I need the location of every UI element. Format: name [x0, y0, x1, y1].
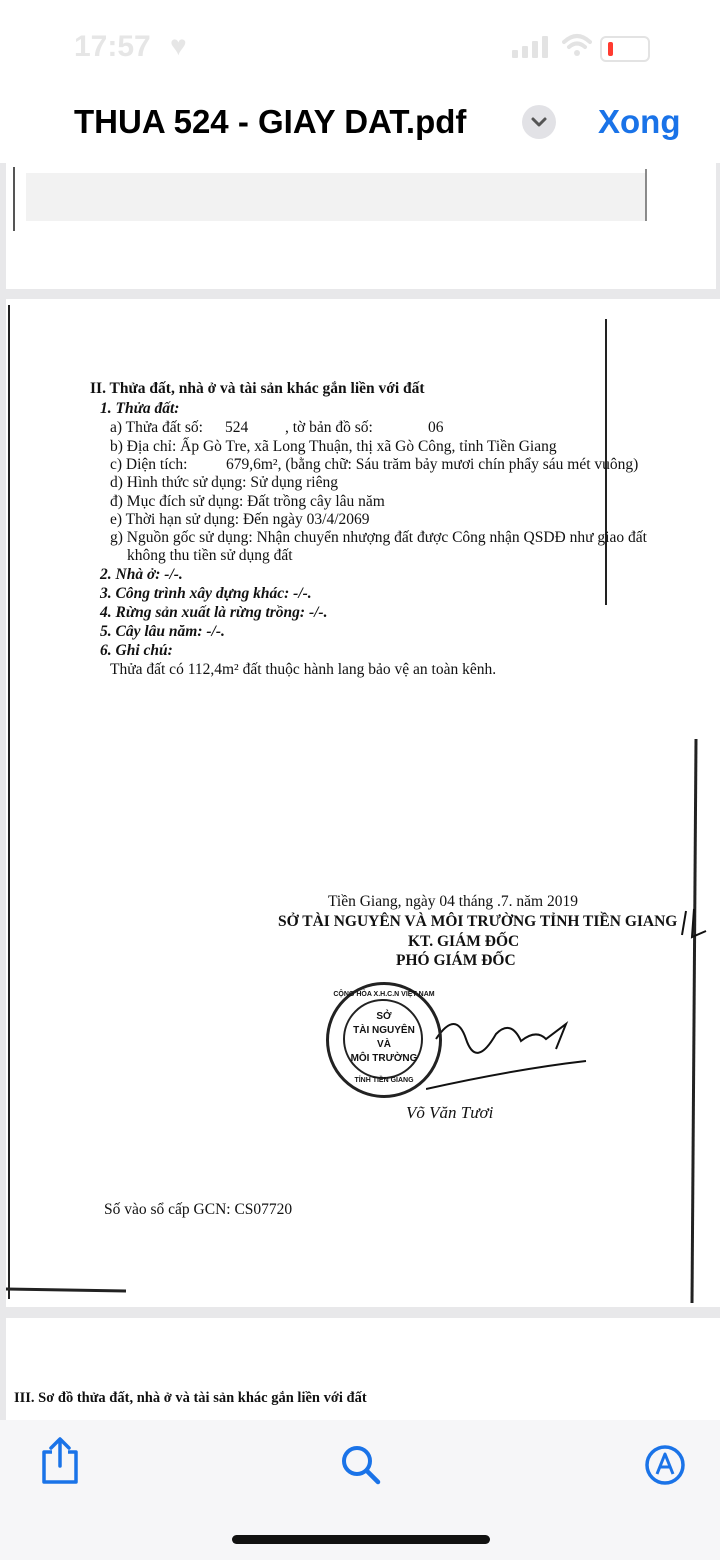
page-edge-noise	[6, 163, 716, 289]
document-title[interactable]: THUA 524 - GIAY DAT.pdf	[74, 103, 467, 140]
share-icon[interactable]	[38, 1436, 82, 1486]
heart-icon: ♥	[170, 30, 187, 61]
status-time: 17:57	[74, 30, 151, 63]
issue-date: Tiền Giang, ngày 04 tháng .7. năm 2019	[328, 893, 578, 910]
origin-line-1: g) Nguồn gốc sử dụng: Nhận chuyển nhượng đất được Công nhận QSDĐ như giao đất	[110, 529, 647, 546]
map-sheet-label: , tờ bản đồ số:	[285, 419, 373, 436]
area-label: c) Diện tích:	[110, 456, 188, 473]
date-initial-mark	[678, 907, 708, 947]
search-icon[interactable]	[340, 1444, 382, 1486]
parcel-number-value: 524	[225, 419, 249, 436]
status-bar	[0, 0, 720, 95]
map-sheet-value: 06	[428, 419, 444, 436]
certificate-register-number: Số vào sổ cấp GCN: CS07720	[104, 1201, 293, 1218]
origin-line-2: không thu tiền sử dụng đất	[127, 547, 293, 564]
cellular-signal-icon	[512, 36, 548, 58]
handwritten-signature	[426, 989, 646, 1109]
wifi-icon	[562, 32, 592, 58]
address-line: b) Địa chỉ: Ấp Gò Tre, xã Long Thuận, thị xã Gò Công, tỉnh Tiền Giang	[110, 438, 557, 455]
markup-icon[interactable]	[644, 1444, 686, 1486]
section-2-title: II. Thửa đất, nhà ở và tài sản khác gắn liền với đất	[90, 380, 425, 397]
parcel-heading: 1. Thửa đất:	[100, 400, 180, 417]
chevron-down-icon	[522, 105, 556, 139]
notes-heading: 6. Ghi chú:	[100, 642, 173, 659]
stamp-ring-text: CỘNG HÒA X.H.C.N VIỆT NAM	[333, 991, 435, 998]
stamp-line-1: SỞ	[376, 1011, 392, 1022]
use-term-line: e) Thời hạn sử dụng: Đến ngày 03/4/2069	[110, 511, 370, 528]
home-indicator[interactable]	[232, 1535, 490, 1544]
planted-forest-line: 4. Rừng sản xuất là rừng trồng: -/-.	[100, 604, 328, 621]
parcel-number-label: a) Thửa đất số:	[110, 419, 203, 436]
notes-text: Thửa đất có 112,4m² đất thuộc hành lang bảo vệ an toàn kênh.	[110, 661, 497, 678]
pdf-page-2	[6, 299, 720, 1307]
area-value: 679,6m², (bằng chữ: Sáu trăm bảy mươi chín phẩy sáu mét vuông)	[226, 456, 639, 473]
other-structures-line: 3. Công trình xây dựng khác: -/-.	[100, 585, 312, 602]
house-line: 2. Nhà ở: -/-.	[100, 566, 183, 583]
official-stamp	[326, 982, 442, 1098]
stamp-line-3: VÀ	[377, 1039, 391, 1050]
perennial-trees-line: 5. Cây lâu năm: -/-.	[100, 623, 225, 640]
pdf-page-1	[6, 163, 716, 289]
pdf-page-3	[6, 1318, 720, 1420]
signer-name: Võ Văn Tươi	[406, 1103, 494, 1122]
battery-icon	[600, 36, 650, 62]
done-button[interactable]: Xong	[598, 103, 681, 140]
title-menu-button[interactable]	[522, 105, 556, 139]
stamp-line-4: MÔI TRƯỜNG	[350, 1053, 418, 1064]
signer-authority: KT. GIÁM ĐỐC	[408, 933, 520, 950]
stamp-line-2: TÀI NGUYÊN	[353, 1025, 415, 1036]
nav-bar	[0, 95, 720, 163]
use-purpose-line: đ) Mục đích sử dụng: Đất trồng cây lâu năm	[110, 493, 385, 510]
use-form-line: d) Hình thức sử dụng: Sử dụng riêng	[110, 474, 338, 491]
signer-title: PHÓ GIÁM ĐỐC	[396, 952, 516, 969]
section-3-title: III. Sơ đồ thửa đất, nhà ở và tài sản khác gắn liền với đất	[14, 1390, 367, 1406]
stamp-bottom-text: TỈNH TIỀN GIANG	[354, 1077, 414, 1084]
issuing-agency: SỞ TÀI NGUYÊN VÀ MÔI TRƯỜNG TỈNH TIỀN GIANG	[278, 913, 678, 930]
